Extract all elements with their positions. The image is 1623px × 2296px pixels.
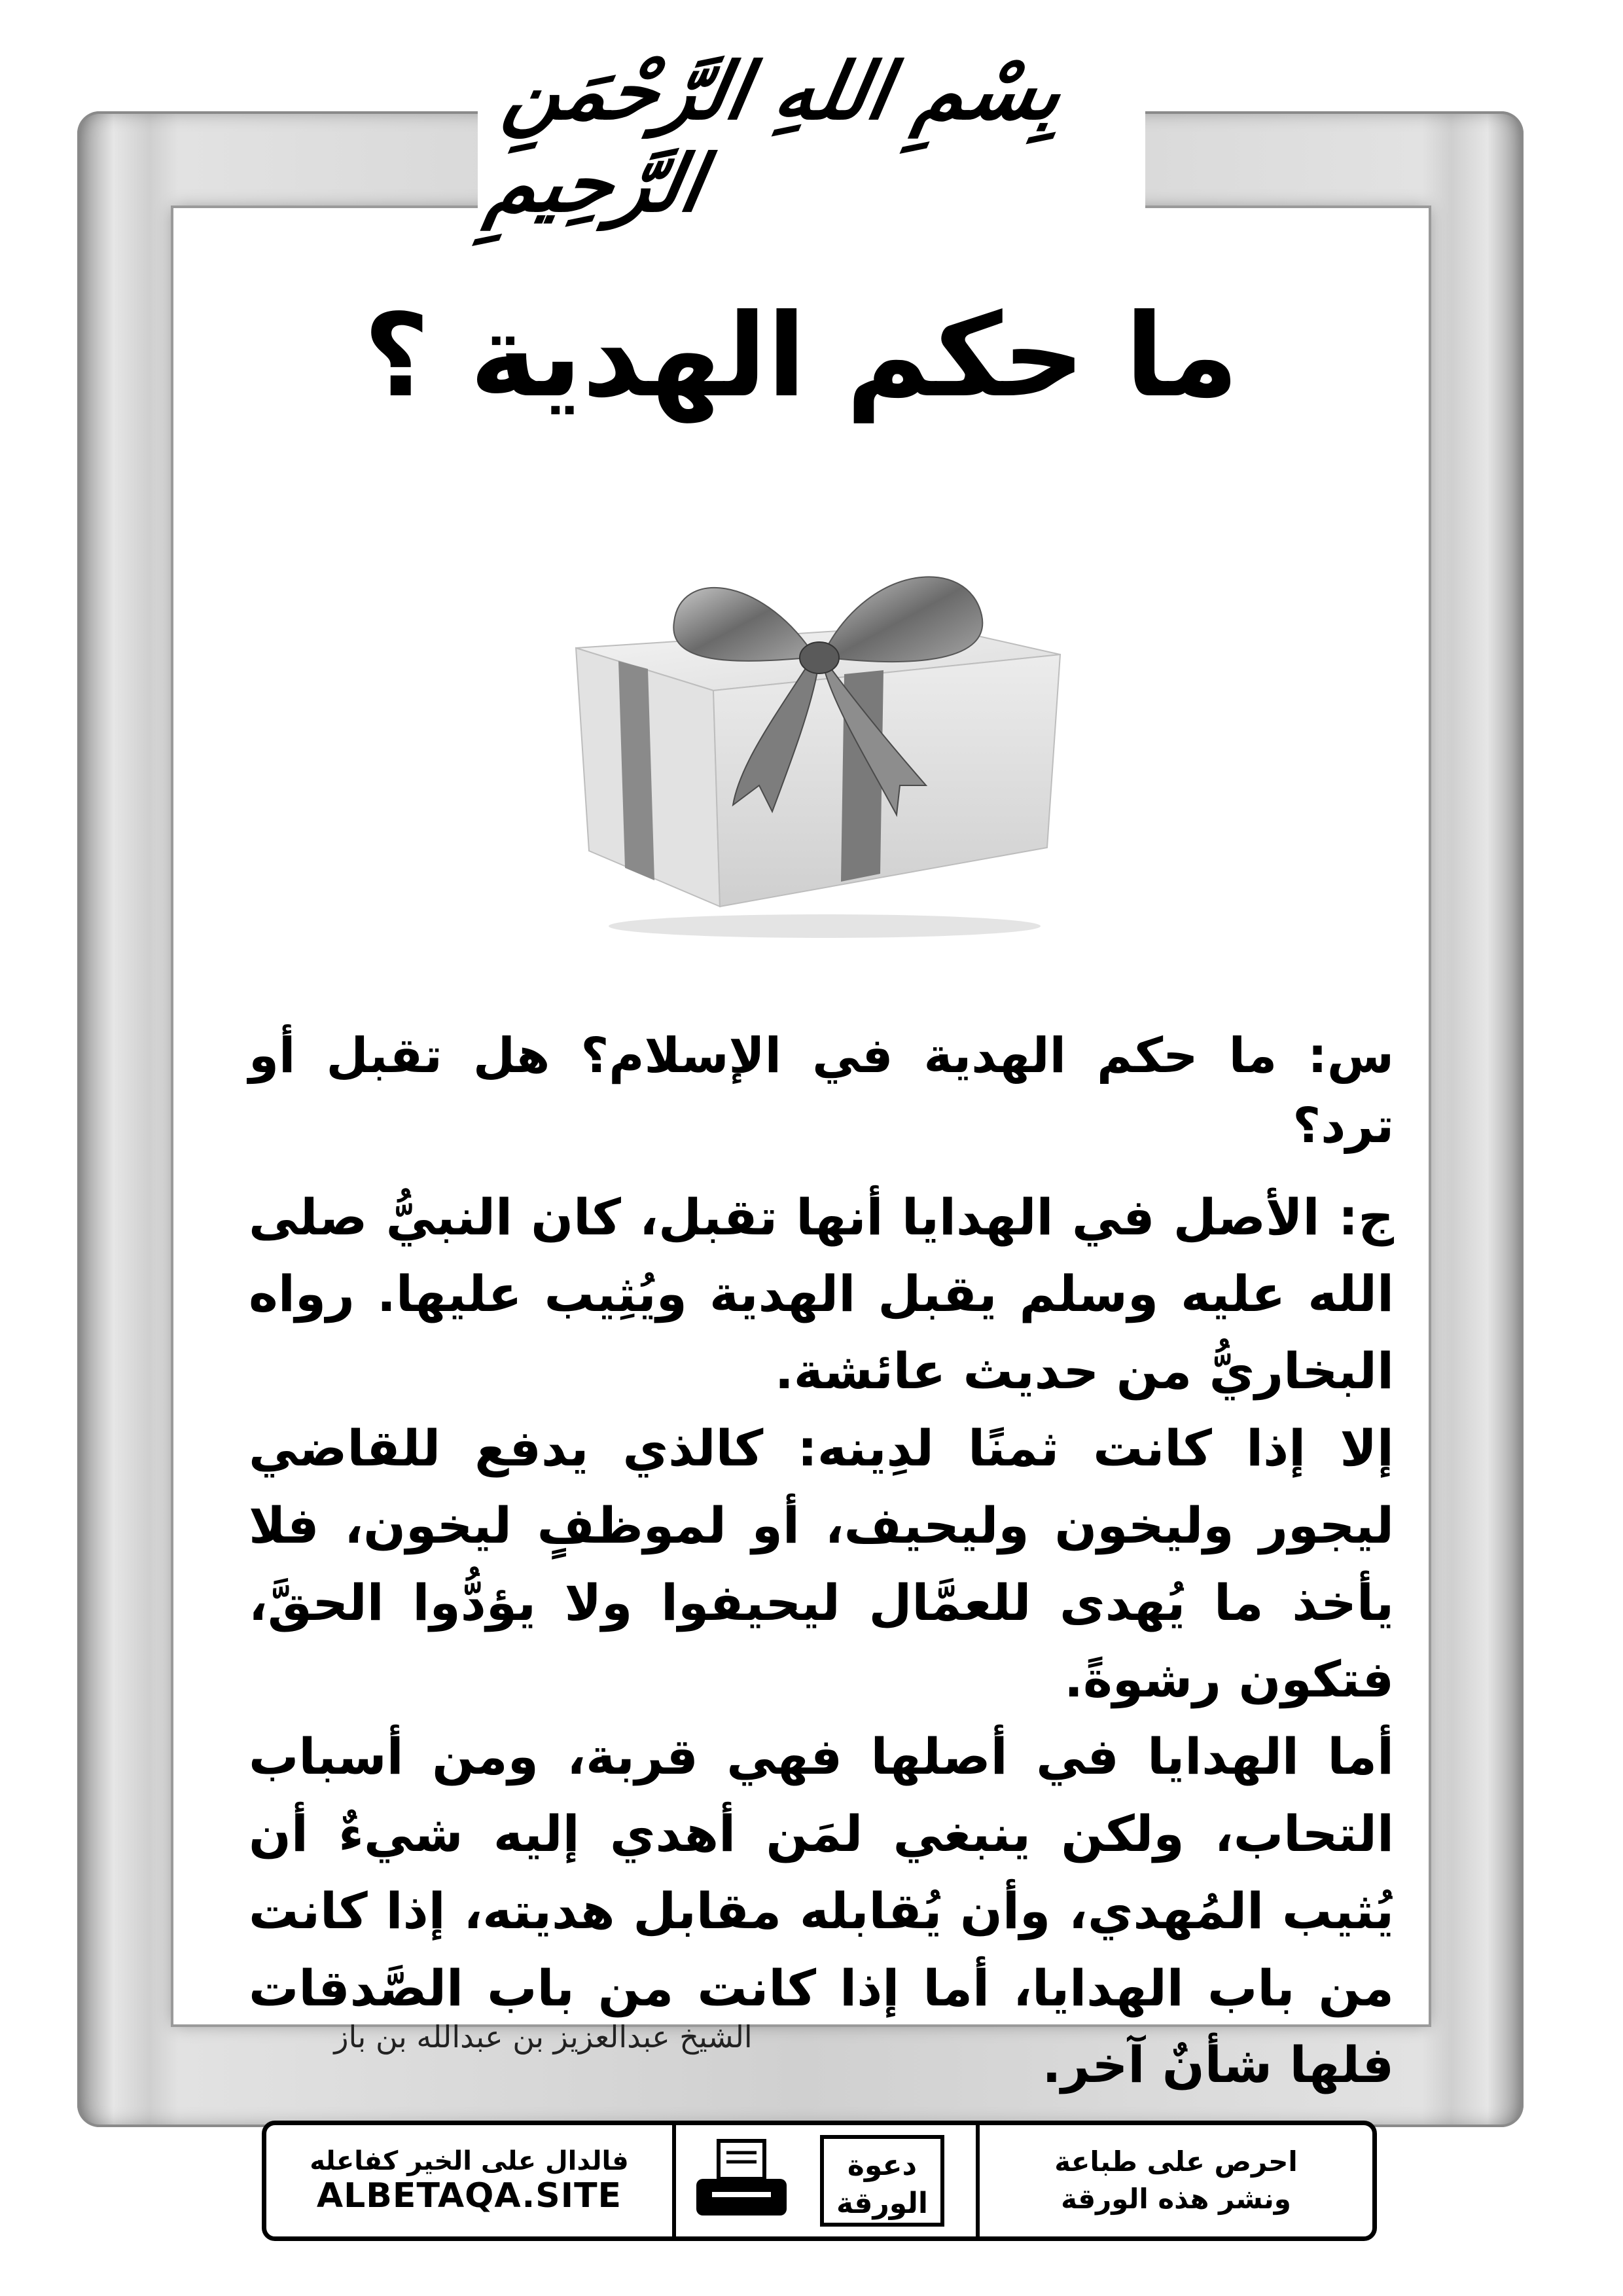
answer-paragraph-3: أما الهدايا في أصلها فهي قربة، ومن أسباب التحاب، ولكن ينبغي لمَن أهدي إليه شيءٌ أن يُثيب المُهدي، وأن يُقابله مقابل هديته، إذا كانت من باب الهدايا، أما إذا كانت من باب الصَّدقات فلها شأنٌ آخر. <box>249 1727 1394 2094</box>
footer-print-box <box>976 2125 1372 2236</box>
logo-text-bottom: الورقة <box>836 2187 929 2220</box>
answer-paragraph-1: ج: الأصل في الهدايا أنها تقبل، كان النبيُّ صلى الله عليه وسلم يقبل الهدية ويُثِيب عليها. رواه البخاريُّ من حديث عائشة. <box>249 1187 1394 1401</box>
printer-icon <box>676 2125 807 2236</box>
basmala-text: بِسْمِ اللهِ الرَّحْمَنِ الرَّحِيمِ <box>481 45 1069 230</box>
footer-site-link[interactable]: ALBETAQA.SITE <box>316 2176 622 2215</box>
basmala-calligraphy <box>481 45 1126 230</box>
author-signature: الشيخ عبدالعزيز بن عبدالله بن باز <box>334 2019 753 2054</box>
footer-slogan: فالدال على الخير كفاعله <box>310 2146 629 2176</box>
footer-site-box <box>266 2125 676 2236</box>
answer-paragraph-2: إلا إذا كانت ثمنًا لدِينه: كالذي يدفع للقاضي ليجور وليخون وليحيف، أو لموظفٍ ليخون، فلا يأخذ ما يُهدى للعمَّال ليحيفوا ولا يؤدُّوا الحقَّ، فتكون رشوةً. <box>249 1418 1394 1709</box>
gift-box-image <box>563 550 1073 942</box>
page-title: ما حكم الهدية ؟ <box>363 290 1239 423</box>
logo-text-top: دعوة <box>847 2149 918 2182</box>
footer-bar <box>262 2121 1377 2241</box>
dawah-logo <box>807 2125 957 2236</box>
article-body <box>249 1021 1394 2104</box>
footer-print-line-1: احرص على طباعة <box>1054 2145 1298 2178</box>
question-text: س: ما حكم الهدية في الإسلام؟ هل تقبل أو ترد؟ <box>249 1028 1394 1155</box>
footer-print-line-2: ونشر هذه الورقة <box>1061 2183 1291 2215</box>
